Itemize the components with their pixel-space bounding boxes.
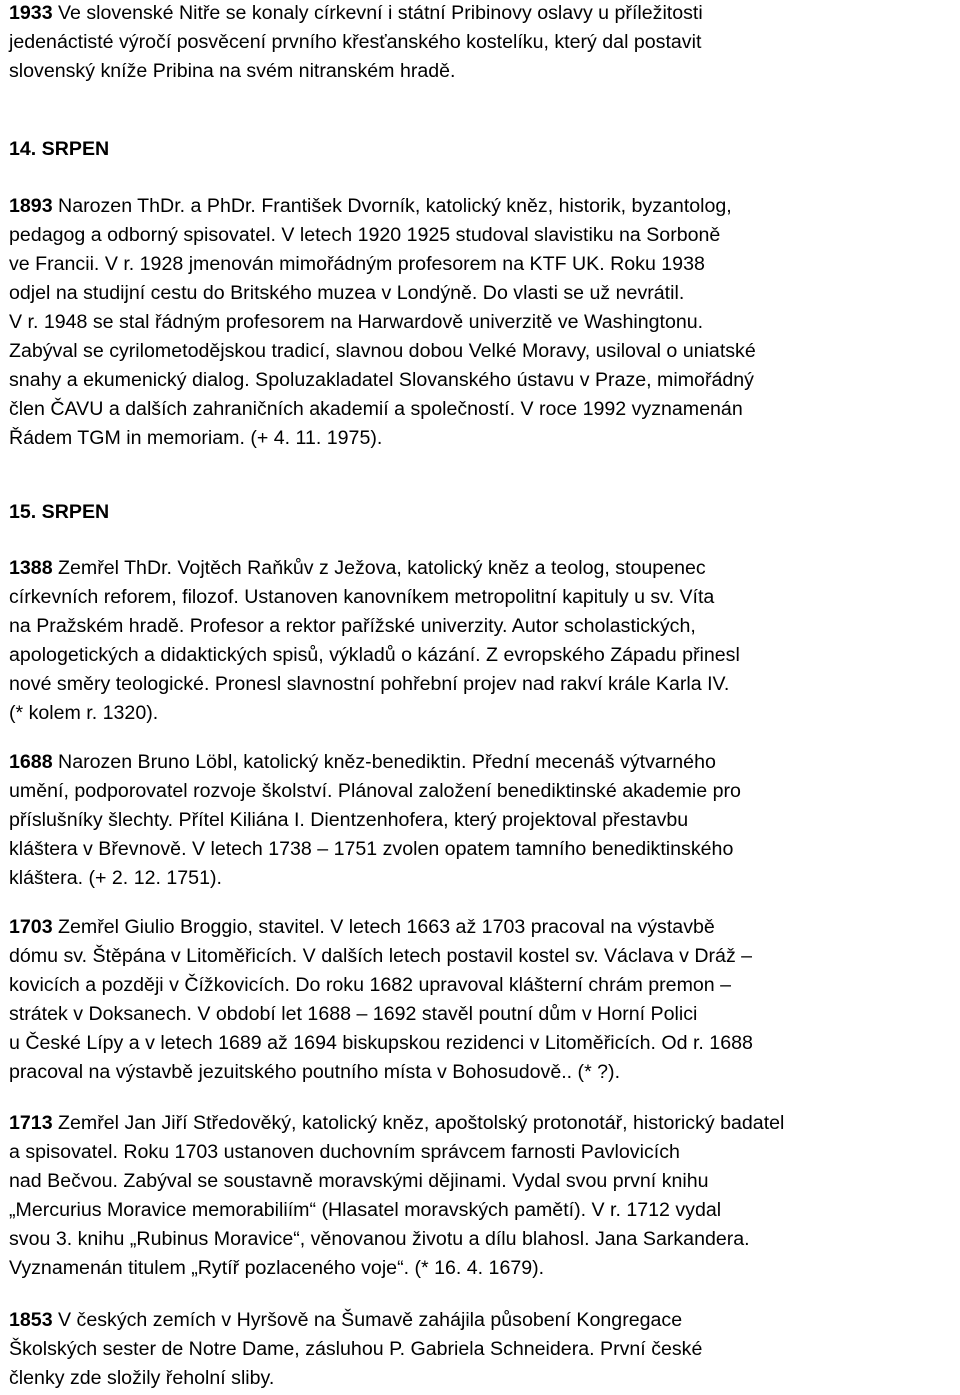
entry-text-line: snahy a ekumenický dialog. Spoluzakladatel Slovanského ústavu v Praze, mimořádný [9, 369, 754, 391]
entry-text-line: strátek v Doksanech. V období let 1688 – 1692 stavěl poutní dům v Horní Polici [9, 1003, 698, 1025]
entry-text-line: slovenský kníže Pribina na svém nitranském hradě. [9, 60, 456, 82]
entry-text-line: Zemřel ThDr. Vojtěch Raňkův z Ježova, katolický kněz a teolog, stoupenec [52, 557, 706, 579]
entry-text-line: svou 3. knihu „Rubinus Moravice“, věnovanou životu a dílu blahosl. Jana Sarkandera. [9, 1228, 750, 1250]
entry-text-line: Ve slovenské Nitře se konaly církevní i státní Pribinovy oslavy u příležitosti [52, 2, 703, 24]
section-heading-15-srpen: 15. SRPEN [9, 501, 110, 523]
entry-year: 1703 [9, 916, 53, 938]
entry-1893 [9, 192, 756, 453]
entry-text-line: odjel na studijní cestu do Britského muzea v Londýně. Do vlasti se už nevrátil. [9, 282, 685, 304]
entry-text-line: a spisovatel. Roku 1703 ustanoven duchovním správcem farnosti Pavlovicích [9, 1141, 680, 1163]
entry-year: 1933 [9, 2, 53, 24]
entry-1933 [9, 0, 703, 86]
entry-text-line: člen ČAVU a dalších zahraničních akademií a společností. V roce 1992 vyznamenán [9, 398, 743, 420]
entry-text-line: Narozen Bruno Löbl, katolický kněz-benediktin. Přední mecenáš výtvarného [52, 751, 716, 773]
entry-text-line: u České Lípy a v letech 1689 až 1694 biskupskou rezidenci v Litoměřicích. Od r. 1688 [9, 1032, 753, 1054]
entry-text-line: příslušníky šlechty. Přítel Kiliána I. Dientzenhofera, který projektoval přestavbu [9, 809, 689, 831]
entry-text-line: kláštera. (+ 2. 12. 1751). [9, 867, 222, 889]
entry-text-line: členky zde složily řeholní sliby. [9, 1367, 275, 1389]
entry-text-line: církevních reforem, filozof. Ustanoven kanovníkem metropolitní kapituly u sv. Víta [9, 586, 715, 608]
entry-text-line: kláštera v Břevnově. V letech 1738 – 1751 zvolen opatem tamního benediktinského [9, 838, 734, 860]
entry-text-line: kovicích a později v Čížkovicích. Do roku 1682 upravoval klášterní chrám premon – [9, 974, 732, 996]
entry-text-line: apologetických a didaktických spisů, výkladů o kázání. Z evropského Západu přinesl [9, 644, 740, 666]
entry-text-line: jedenáctisté výročí posvěcení prvního křesťanského kostelíku, který dal postavit [9, 31, 702, 53]
entry-text-line: Řádem TGM in memoriam. (+ 4. 11. 1975). [9, 427, 383, 449]
entry-1388 [9, 554, 740, 728]
section-heading-14-srpen: 14. SRPEN [9, 138, 110, 160]
entry-text-line: dómu sv. Štěpána v Litoměřicích. V dalších letech postavil kostel sv. Václava v Dráž – [9, 945, 753, 967]
entry-text-line: V českých zemích v Hyršově na Šumavě zahájila působení Kongregace [52, 1309, 683, 1331]
entry-text-line: umění, podporovatel rozvoje školství. Plánoval založení benediktinské akademie pro [9, 780, 741, 802]
entry-text-line: „Mercurius Moravice memorabiliím“ (Hlasatel moravských pamětí). V r. 1712 vydal [9, 1199, 722, 1221]
entry-1853 [9, 1306, 702, 1393]
entry-text-line: nové směry teologické. Pronesl slavnostní pohřební projev nad rakví krále Karla IV. [9, 673, 730, 695]
entry-1713 [9, 1109, 784, 1283]
entry-text-line: pedagog a odborný spisovatel. V letech 1920 1925 studoval slavistiku na Sorboně [9, 224, 721, 246]
entry-text-line: na Pražském hradě. Profesor a rektor pařížské univerzity. Autor scholastických, [9, 615, 696, 637]
entry-year: 1713 [9, 1112, 53, 1134]
entry-text-line: Školských sester de Notre Dame, zásluhou P. Gabriela Schneidera. První české [9, 1338, 703, 1360]
entry-text-line: Zemřel Giulio Broggio, stavitel. V letech 1663 až 1703 pracoval na výstavbě [52, 916, 715, 938]
entry-year: 1388 [9, 557, 53, 579]
entry-text-line: Vyznamenán titulem „Rytíř pozlaceného voje“. (* 16. 4. 1679). [9, 1257, 545, 1279]
entry-year: 1688 [9, 751, 53, 773]
entry-text-line: V r. 1948 se stal řádným profesorem na Harwardově univerzitě ve Washingtonu. [9, 311, 704, 333]
entry-text-line: Zemřel Jan Jiří Středověký, katolický kněz, apoštolský protonotář, historický badatel [52, 1112, 785, 1134]
entry-text-line: pracoval na výstavbě jezuitského poutního místa v Bohosudově.. (* ?). [9, 1061, 621, 1083]
entry-text-line: Zabýval se cyrilometodějskou tradicí, slavnou dobou Velké Moravy, usiloval o uniatské [9, 340, 756, 362]
entry-year: 1853 [9, 1309, 53, 1331]
entry-1703 [9, 913, 753, 1087]
entry-text-line: Narozen ThDr. a PhDr. František Dvorník, katolický kněz, historik, byzantolog, [52, 195, 732, 217]
entry-text-line: ve Francii. V r. 1928 jmenován mimořádným profesorem na KTF UK. Roku 1938 [9, 253, 705, 275]
entry-1688 [9, 748, 741, 893]
entry-text-line: nad Bečvou. Zabýval se soustavně moravskými dějinami. Vydal svou první knihu [9, 1170, 709, 1192]
entry-text-line: (* kolem r. 1320). [9, 702, 159, 724]
entry-year: 1893 [9, 195, 53, 217]
